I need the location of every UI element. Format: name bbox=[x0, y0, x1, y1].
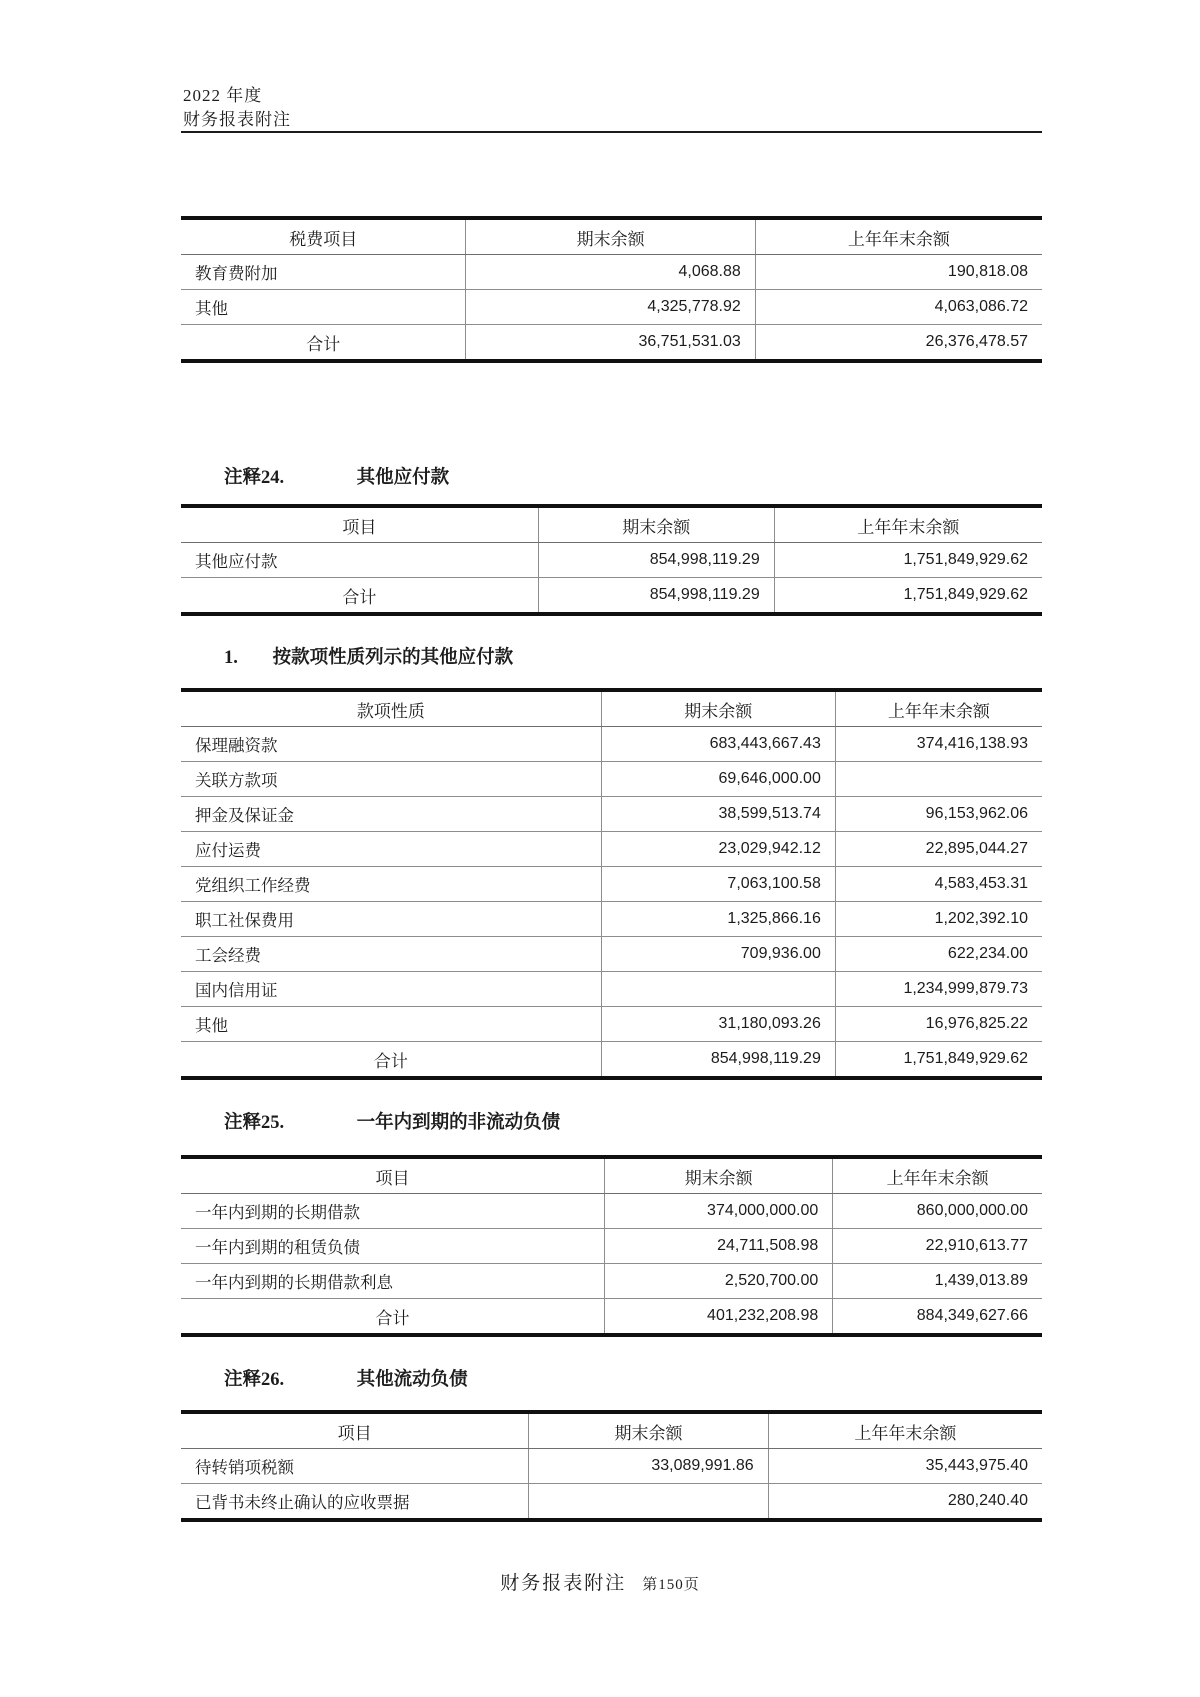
row-label: 其他 bbox=[181, 1007, 601, 1042]
table-row bbox=[181, 867, 1042, 902]
note-24-name: 其他应付款 bbox=[356, 468, 450, 488]
amount-prior-year: 190,818.08 bbox=[755, 255, 1042, 290]
total-row bbox=[181, 1042, 1042, 1079]
row-label: 关联方款项 bbox=[181, 762, 601, 797]
amount-current-period bbox=[529, 1484, 768, 1521]
row-label: 其他 bbox=[181, 290, 466, 325]
other-current-liabilities-table bbox=[181, 1410, 1042, 1522]
column-header: 上年年末余额 bbox=[835, 690, 1042, 727]
subsection-1-name: 按款项性质列示的其他应付款 bbox=[272, 648, 514, 668]
amount-prior-year: 4,583,453.31 bbox=[835, 867, 1042, 902]
amount-current-period: 24,711,508.98 bbox=[605, 1229, 833, 1264]
amount-current-period: 23,029,942.12 bbox=[601, 832, 835, 867]
table-row bbox=[181, 1264, 1042, 1299]
row-label: 合计 bbox=[375, 1308, 410, 1328]
row-label: 国内信用证 bbox=[181, 972, 601, 1007]
amount-prior-year: 22,895,044.27 bbox=[835, 832, 1042, 867]
header-row bbox=[181, 690, 1042, 727]
amount-current-period: 4,068.88 bbox=[466, 255, 755, 290]
amount-prior-year: 280,240.40 bbox=[768, 1484, 1042, 1521]
table-row bbox=[181, 290, 1042, 325]
row-label: 工会经费 bbox=[181, 937, 601, 972]
table-row bbox=[181, 1449, 1042, 1484]
table-row bbox=[181, 1229, 1042, 1264]
row-label: 一年内到期的长期借款 bbox=[181, 1194, 605, 1229]
note-25-name: 一年内到期的非流动负债 bbox=[356, 1113, 561, 1133]
header-row bbox=[181, 1157, 1042, 1194]
table-row bbox=[181, 902, 1042, 937]
amount-prior-year: 16,976,825.22 bbox=[835, 1007, 1042, 1042]
amount-prior-year: 1,439,013.89 bbox=[833, 1264, 1042, 1299]
report-title: 财务报表附注 bbox=[183, 110, 291, 129]
amount-prior-year: 622,234.00 bbox=[835, 937, 1042, 972]
amount-current-period: 401,232,208.98 bbox=[605, 1299, 833, 1336]
column-header: 期末余额 bbox=[466, 218, 755, 255]
column-header: 期末余额 bbox=[605, 1157, 833, 1194]
data-table bbox=[181, 1155, 1042, 1337]
table-row bbox=[181, 797, 1042, 832]
column-header: 款项性质 bbox=[181, 690, 601, 727]
note-26-number: 注释26. bbox=[224, 1370, 285, 1390]
noncurrent-liabilities-due-within-one-year-table bbox=[181, 1155, 1042, 1337]
note-25-number: 注释25. bbox=[224, 1113, 285, 1133]
row-label: 职工社保费用 bbox=[181, 902, 601, 937]
amount-current-period: 854,998,119.29 bbox=[601, 1042, 835, 1079]
amount-prior-year: 1,751,849,929.62 bbox=[774, 578, 1042, 615]
column-header: 上年年末余额 bbox=[774, 506, 1042, 543]
amount-prior-year: 1,234,999,879.73 bbox=[835, 972, 1042, 1007]
row-label: 押金及保证金 bbox=[181, 797, 601, 832]
column-header: 期末余额 bbox=[538, 506, 774, 543]
column-header: 税费项目 bbox=[181, 218, 466, 255]
report-year: 2022 年度 bbox=[183, 86, 263, 105]
page-header bbox=[183, 84, 291, 132]
footer-doc-title: 财务报表附注 bbox=[500, 1573, 627, 1594]
row-label: 合计 bbox=[342, 587, 377, 607]
data-table bbox=[181, 1410, 1042, 1522]
row-label: 已背书未终止确认的应收票据 bbox=[195, 1493, 410, 1512]
total-row bbox=[181, 1299, 1042, 1336]
column-header: 项目 bbox=[181, 506, 538, 543]
amount-prior-year: 4,063,086.72 bbox=[755, 290, 1042, 325]
table-row bbox=[181, 543, 1042, 578]
table-row bbox=[181, 972, 1042, 1007]
header-rule bbox=[181, 131, 1042, 133]
row-label: 其他应付款 bbox=[181, 543, 538, 578]
header-row bbox=[181, 506, 1042, 543]
amount-current-period: 36,751,531.03 bbox=[466, 325, 755, 362]
amount-current-period bbox=[601, 972, 835, 1007]
table-row bbox=[181, 1007, 1042, 1042]
note-26-name: 其他流动负债 bbox=[356, 1370, 468, 1390]
data-table bbox=[181, 216, 1042, 363]
other-payables-by-nature-table bbox=[181, 688, 1042, 1080]
amount-prior-year: 96,153,962.06 bbox=[835, 797, 1042, 832]
subsection-1-number: 1. bbox=[224, 648, 238, 668]
other-payables-table bbox=[181, 504, 1042, 616]
amount-current-period: 854,998,119.29 bbox=[538, 543, 774, 578]
amount-prior-year: 374,416,138.93 bbox=[835, 727, 1042, 762]
note-24-title bbox=[224, 466, 449, 490]
amount-current-period: 69,646,000.00 bbox=[601, 762, 835, 797]
column-header: 期末余额 bbox=[601, 690, 835, 727]
data-table bbox=[181, 688, 1042, 1080]
column-header: 上年年末余额 bbox=[833, 1157, 1042, 1194]
amount-prior-year: 22,910,613.77 bbox=[833, 1229, 1042, 1264]
table-row bbox=[181, 1484, 1042, 1521]
amount-prior-year: 26,376,478.57 bbox=[755, 325, 1042, 362]
amount-prior-year: 860,000,000.00 bbox=[833, 1194, 1042, 1229]
table-row bbox=[181, 832, 1042, 867]
note-24-number: 注释24. bbox=[224, 468, 285, 488]
row-label: 合计 bbox=[373, 1051, 408, 1071]
note-26-title bbox=[224, 1368, 468, 1392]
amount-current-period: 4,325,778.92 bbox=[466, 290, 755, 325]
column-header: 期末余额 bbox=[529, 1412, 768, 1449]
table-row bbox=[181, 762, 1042, 797]
tax-surcharges-table bbox=[181, 216, 1042, 363]
note-25-title bbox=[224, 1111, 560, 1135]
amount-current-period: 33,089,991.86 bbox=[529, 1449, 768, 1484]
amount-prior-year: 1,751,849,929.62 bbox=[774, 543, 1042, 578]
column-header: 项目 bbox=[181, 1412, 529, 1449]
subsection-1-title bbox=[224, 646, 513, 670]
row-label: 教育费附加 bbox=[181, 255, 466, 290]
amount-current-period: 854,998,119.29 bbox=[538, 578, 774, 615]
row-label: 待转销项税额 bbox=[181, 1449, 529, 1484]
page-footer bbox=[0, 1568, 1200, 1595]
amount-current-period: 31,180,093.26 bbox=[601, 1007, 835, 1042]
data-table bbox=[181, 504, 1042, 616]
header-row bbox=[181, 218, 1042, 255]
column-header: 上年年末余额 bbox=[755, 218, 1042, 255]
row-label: 一年内到期的长期借款利息 bbox=[181, 1264, 605, 1299]
column-header: 上年年末余额 bbox=[768, 1412, 1042, 1449]
column-header: 项目 bbox=[181, 1157, 605, 1194]
table-row bbox=[181, 255, 1042, 290]
row-label: 党组织工作经费 bbox=[181, 867, 601, 902]
row-label: 一年内到期的租赁负债 bbox=[181, 1229, 605, 1264]
amount-prior-year: 1,751,849,929.62 bbox=[835, 1042, 1042, 1079]
table-row bbox=[181, 1194, 1042, 1229]
total-row bbox=[181, 325, 1042, 362]
footer-page-number: 第150页 bbox=[642, 1577, 700, 1593]
header-row bbox=[181, 1412, 1042, 1449]
row-label: 保理融资款 bbox=[181, 727, 601, 762]
total-row bbox=[181, 578, 1042, 615]
amount-current-period: 1,325,866.16 bbox=[601, 902, 835, 937]
amount-current-period: 7,063,100.58 bbox=[601, 867, 835, 902]
row-label: 合计 bbox=[306, 334, 341, 354]
amount-current-period: 709,936.00 bbox=[601, 937, 835, 972]
row-label: 应付运费 bbox=[181, 832, 601, 867]
amount-current-period: 374,000,000.00 bbox=[605, 1194, 833, 1229]
table-row bbox=[181, 937, 1042, 972]
amount-prior-year bbox=[835, 762, 1042, 797]
amount-prior-year: 35,443,975.40 bbox=[768, 1449, 1042, 1484]
amount-prior-year: 884,349,627.66 bbox=[833, 1299, 1042, 1336]
table-row bbox=[181, 727, 1042, 762]
amount-prior-year: 1,202,392.10 bbox=[835, 902, 1042, 937]
amount-current-period: 2,520,700.00 bbox=[605, 1264, 833, 1299]
amount-current-period: 683,443,667.43 bbox=[601, 727, 835, 762]
amount-current-period: 38,599,513.74 bbox=[601, 797, 835, 832]
